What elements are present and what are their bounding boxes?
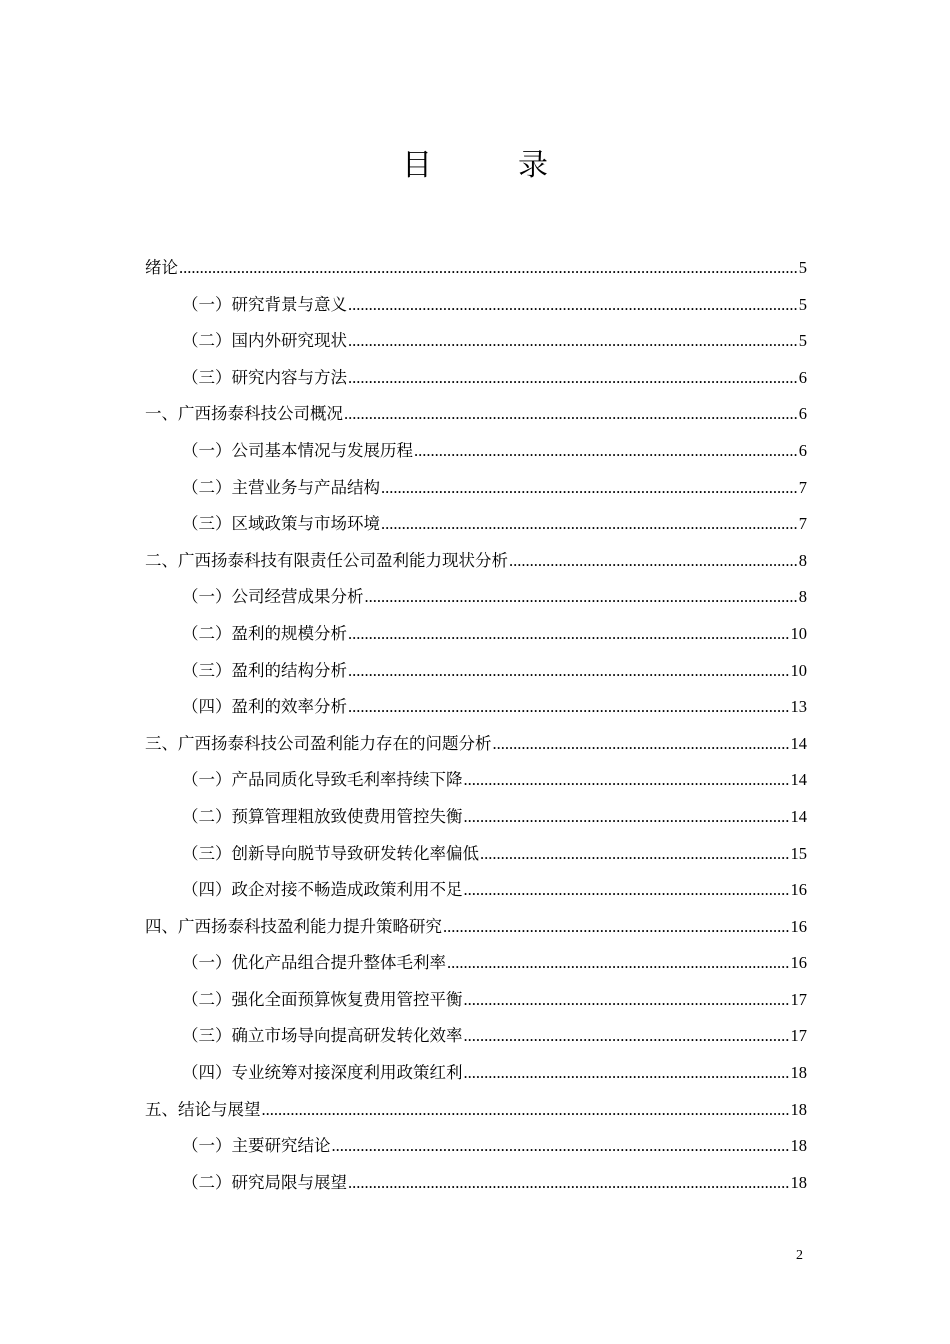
toc-section-entry[interactable]: [145, 1018, 807, 1055]
toc-dot-leader: [464, 982, 790, 1019]
toc-dot-leader: [348, 616, 790, 653]
toc-entry-page: 14: [790, 733, 807, 753]
toc-entry-label: 一、广西扬泰科技公司概况: [145, 404, 343, 424]
toc-dot-leader: [381, 506, 798, 543]
toc-entry-label: （二）盈利的规模分析: [182, 623, 347, 643]
toc-entry-page: 18: [790, 1063, 807, 1083]
toc-entry-page: 17: [790, 1026, 807, 1046]
toc-dot-leader: [493, 726, 790, 763]
toc-section-entry[interactable]: [145, 689, 807, 726]
toc-entry-label: 四、广西扬泰科技盈利能力提升策略研究: [145, 916, 442, 936]
toc-chapter-entry[interactable]: [145, 250, 807, 287]
toc-section-entry[interactable]: [145, 1165, 807, 1202]
toc-dot-leader: [381, 470, 798, 507]
toc-entry-page: 18: [790, 1136, 807, 1156]
toc-entry-label: （一）公司经营成果分析: [182, 587, 364, 607]
toc-entry-page: 15: [790, 843, 807, 863]
toc-entry-label: （四）盈利的效率分析: [182, 697, 347, 717]
toc-dot-leader: [464, 872, 790, 909]
toc-dot-leader: [480, 836, 790, 873]
toc-entry-label: （三）确立市场导向提高研发转化效率: [182, 1026, 463, 1046]
toc-entry-label: 五、结论与展望: [145, 1099, 261, 1119]
toc-entry-label: （二）预算管理粗放致使费用管控失衡: [182, 806, 463, 826]
toc-entry-label: （一）优化产品组合提升整体毛利率: [182, 953, 446, 973]
toc-dot-leader: [464, 1018, 790, 1055]
toc-dot-leader: [348, 360, 798, 397]
toc-title: 目 录: [402, 148, 576, 183]
toc-dot-leader: [464, 762, 790, 799]
toc-entry-label: 三、广西扬泰科技公司盈利能力存在的问题分析: [145, 733, 492, 753]
toc-entry-label: 绪论: [145, 258, 178, 277]
toc-entry-page: 5: [798, 331, 807, 351]
toc-entry-label: （四）政企对接不畅造成政策利用不足: [182, 880, 463, 900]
toc-dot-leader: [348, 287, 798, 324]
toc-section-entry[interactable]: [145, 799, 807, 836]
toc-dot-leader: [348, 689, 790, 726]
toc-entry-label: （一）公司基本情况与发展历程: [182, 440, 413, 460]
toc-dot-leader: [262, 1092, 790, 1129]
toc-entry-page: 10: [790, 623, 807, 643]
toc-entry-page: 14: [790, 806, 807, 826]
toc-dot-leader: [443, 909, 790, 946]
toc-entry-page: 8: [798, 587, 807, 607]
toc-section-entry[interactable]: [145, 616, 807, 653]
toc-entry-page: 6: [798, 367, 807, 387]
toc-dot-leader: [447, 945, 790, 982]
toc-section-entry[interactable]: [145, 506, 807, 543]
toc-chapter-entry[interactable]: [145, 726, 807, 763]
page-number: 2: [796, 1248, 803, 1263]
toc-dot-leader: [179, 250, 798, 287]
toc-entry-label: （二）研究局限与展望: [182, 1172, 347, 1192]
toc-entry-label: （三）区域政策与市场环境: [182, 514, 380, 534]
toc-entry-label: （一）主要研究结论: [182, 1136, 331, 1156]
toc-entry-label: （三）研究内容与方法: [182, 367, 347, 387]
toc-entry-page: 14: [790, 770, 807, 790]
toc-dot-leader: [332, 1128, 790, 1165]
toc-entry-page: 18: [790, 1099, 807, 1119]
toc-dot-leader: [348, 1165, 790, 1202]
toc-entry-label: （四）专业统筹对接深度利用政策红利: [182, 1063, 463, 1083]
toc-section-entry[interactable]: [145, 945, 807, 982]
toc-section-entry[interactable]: [145, 872, 807, 909]
toc-entry-page: 6: [798, 404, 807, 424]
toc-list: [145, 250, 807, 1201]
toc-chapter-entry[interactable]: [145, 543, 807, 580]
toc-dot-leader: [509, 543, 798, 580]
toc-dot-leader: [464, 1055, 790, 1092]
toc-section-entry[interactable]: [145, 836, 807, 873]
toc-section-entry[interactable]: [145, 982, 807, 1019]
toc-dot-leader: [414, 433, 798, 470]
toc-entry-label: 二、广西扬泰科技有限责任公司盈利能力现状分析: [145, 550, 508, 570]
toc-entry-page: 13: [790, 697, 807, 717]
toc-chapter-entry[interactable]: [145, 909, 807, 946]
toc-section-entry[interactable]: [145, 323, 807, 360]
toc-section-entry[interactable]: [145, 1128, 807, 1165]
toc-entry-page: 8: [798, 550, 807, 570]
toc-entry-page: 10: [790, 660, 807, 680]
toc-section-entry[interactable]: [145, 1055, 807, 1092]
toc-entry-page: 5: [798, 258, 807, 277]
toc-section-entry[interactable]: [145, 470, 807, 507]
toc-section-entry[interactable]: [145, 433, 807, 470]
toc-chapter-entry[interactable]: [145, 1092, 807, 1129]
toc-section-entry[interactable]: [145, 653, 807, 690]
toc-entry-label: （二）主营业务与产品结构: [182, 477, 380, 497]
toc-entry-label: （三）创新导向脱节导致研发转化率偏低: [182, 843, 479, 863]
toc-entry-page: 18: [790, 1172, 807, 1192]
toc-section-entry[interactable]: [145, 287, 807, 324]
toc-entry-label: （三）盈利的结构分析: [182, 660, 347, 680]
toc-dot-leader: [464, 799, 790, 836]
toc-section-entry[interactable]: [145, 762, 807, 799]
toc-entry-page: 16: [790, 880, 807, 900]
toc-entry-label: （二）国内外研究现状: [182, 331, 347, 351]
toc-entry-page: 16: [790, 916, 807, 936]
toc-entry-label: （二）强化全面预算恢复费用管控平衡: [182, 989, 463, 1009]
toc-section-entry[interactable]: [145, 579, 807, 616]
toc-entry-page: 5: [798, 294, 807, 314]
toc-entry-page: 7: [798, 514, 807, 534]
toc-entry-page: 16: [790, 953, 807, 973]
toc-entry-page: 6: [798, 440, 807, 460]
toc-dot-leader: [344, 396, 798, 433]
toc-section-entry[interactable]: [145, 360, 807, 397]
toc-entry-page: 7: [798, 477, 807, 497]
toc-dot-leader: [348, 323, 798, 360]
toc-dot-leader: [348, 653, 790, 690]
toc-entry-page: 17: [790, 989, 807, 1009]
toc-entry-label: （一）研究背景与意义: [182, 294, 347, 314]
toc-chapter-entry[interactable]: [145, 396, 807, 433]
toc-entry-label: （一）产品同质化导致毛利率持续下降: [182, 770, 463, 790]
toc-dot-leader: [365, 579, 798, 616]
